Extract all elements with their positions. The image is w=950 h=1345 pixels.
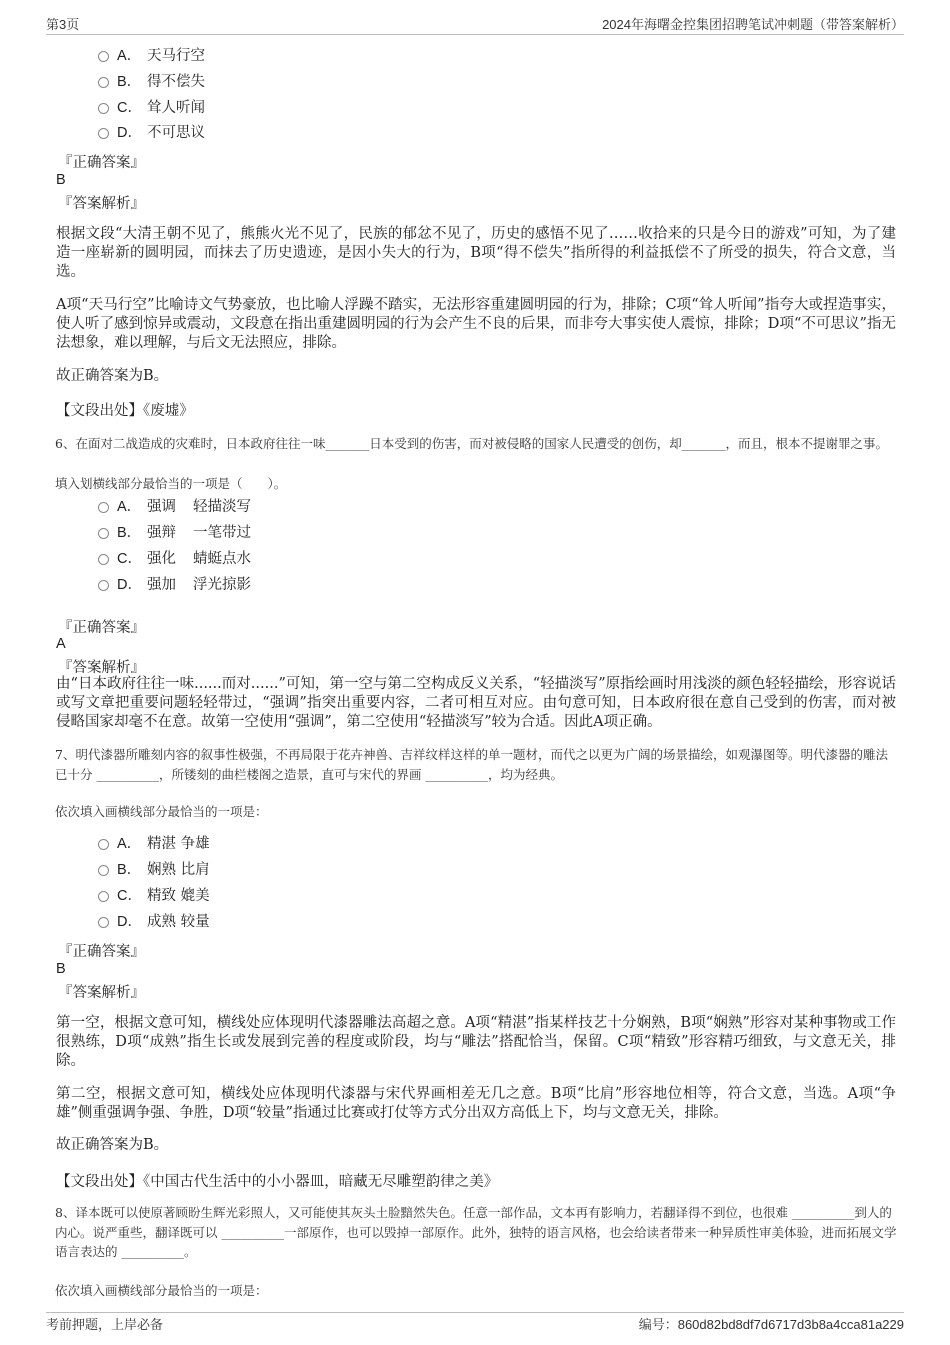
radio-icon[interactable] [98,917,109,928]
q7-analysis-p1: 第一空，根据文意可知，横线处应体现明代漆器雕法高超之意。A项“精湛”指某样技艺十分娴熟，B项“娴熟”形容对某种事物或工作很熟练，D项“成熟”指生长或发展到完善的程度或阶段，均与“雕法”搭配恰当，保留。C项“精致”形容精巧细致，与文意无关，排除。 [56,1015,896,1069]
page-header [46,14,904,34]
q7-answer: B [56,961,66,977]
document-code: 编号：860d82bd8df7d6717d3b8a4cca81a229 [638,1317,904,1332]
q8-stem: 8、译本既可以使原著顾盼生辉光彩照人，又可能使其灰头土脸黯然失色。任意一部作品，文本再有影响力，若翻译得不到位，也很难 __________到人的内心。说严重些，翻译既可以 __________一部原作，也可以毁掉一部原作。此外，独特的语言风格，也会给读者带来一种异质性审美体验，进而拓展文学语言表达的 __________。 [55,1205,897,1259]
q7-option-b[interactable]: B． 娴熟 比肩 [98,859,210,881]
q5-answer-label: 『正确答案』 [58,155,145,171]
q5-option-a[interactable]: A． 天马行空 [98,45,205,67]
radio-icon[interactable] [98,502,109,513]
page-number: 第3页 [46,17,80,32]
document-title: 2024年海曙金控集团招聘笔试冲刺题（带答案解析） [602,17,904,32]
q7-analysis-label: 『答案解析』 [58,985,145,1001]
header-divider [46,34,904,35]
q7-stem: 7、明代漆器所雕刻内容的叙事性极强，不再局限于花卉神兽、吉祥纹样这样的单一题材，而代之以更为广阔的场景描绘，如观瀑图等。明代漆器的雕法已十分 __________，所镂刻的曲栏楼阁之造景，直可与宋代的界画 __________，均为经典。 [55,747,888,782]
radio-icon[interactable] [98,77,109,88]
q5-answer: B [56,172,66,188]
q6-analysis-label: 『答案解析』 [58,660,145,676]
q6-option-c[interactable]: C． 强化 蜻蜓点水 [98,548,251,570]
q5-source: 【文段出处】《废墟》 [56,403,194,419]
q8-prompt: 依次填入画横线部分最恰当的一项是： [55,1283,268,1298]
q6-prompt: 填入划横线部分最恰当的一项是（ ）。 [55,476,287,491]
q5-option-c[interactable]: C． 耸人听闻 [98,97,205,119]
q7-answer-label: 『正确答案』 [58,944,145,960]
radio-icon[interactable] [98,528,109,539]
q6-answer-label: 『正确答案』 [58,620,145,636]
radio-icon[interactable] [98,891,109,902]
q6-answer: A [56,636,66,652]
q7-option-a[interactable]: A． 精湛 争雄 [98,833,210,855]
q6-option-a[interactable]: A． 强调 轻描淡写 [98,496,251,518]
q6-option-b[interactable]: B． 强辩 一笔带过 [98,522,251,544]
q6-analysis-p1: 由“日本政府往往一味......而对......”可知，第一空与第二空构成反义关系，“轻描淡写”原指绘画时用浅淡的颜色轻轻描绘，形容说话或写文章把重要问题轻轻带过，“强调”指突出重要内容，二者可相互对应。由句意可知，日本政府很在意自己受到的伤害，而对被侵略国家却毫不在意。故第一空使用“强调”，第二空使用“轻描淡写”较为合适。因此A项正确。 [56,676,896,730]
radio-icon[interactable] [98,51,109,62]
q7-prompt: 依次填入画横线部分最恰当的一项是： [55,804,268,819]
q7-source: 【文段出处】《中国古代生活中的小小器皿，暗藏无尽雕塑韵律之美》 [56,1174,499,1190]
q7-option-c[interactable]: C． 精致 媲美 [98,885,210,907]
footer-slogan: 考前押题，上岸必备 [46,1317,164,1332]
q5-option-d[interactable]: D． 不可思议 [98,122,205,144]
q7-analysis-p2: 第二空，根据文意可知，横线处应体现明代漆器与宋代界画相差无几之意。B项“比肩”形容地位相等，符合文意，当选。A项“争雄”侧重强调争强、争胜，D项“较量”指通过比赛或打仗等方式分出双方高低上下，均与文意无关，排除。 [56,1086,896,1121]
page-footer [46,1314,904,1334]
q7-option-d[interactable]: D． 成熟 较量 [98,911,210,933]
radio-icon[interactable] [98,839,109,850]
q5-analysis-p2: A项“天马行空”比喻诗文气势豪放，也比喻人浮躁不踏实，无法形容重建圆明园的行为，排除；C项“耸人听闻”指夸大或捏造事实，使人听了感到惊异或震动，文段意在指出重建圆明园的行为会产生不良的后果，而非夸大事实使人震惊，排除；D项“不可思议”指无法想象，难以理解，与后文无法照应，排除。 [56,297,896,351]
radio-icon[interactable] [98,554,109,565]
radio-icon[interactable] [98,103,109,114]
q7-analysis-conclusion: 故正确答案为B。 [56,1137,169,1153]
q6-stem: 6、在面对二战造成的灾难时，日本政府往往一味_______日本受到的伤害，而对被侵略的国家人民遭受的创伤，却_______，而且，根本不提谢罪之事。 [55,436,888,451]
radio-icon[interactable] [98,580,109,591]
q5-analysis-p1: 根据文段“大清王朝不见了，熊熊火光不见了，民族的郁忿不见了，历史的感悟不见了……收拾来的只是今日的游戏”可知，为了建造一座崭新的圆明园，而抹去了历史遗迹，是因小失大的行为，B项“得不偿失”指所得的利益抵偿不了所受的损失，符合文意，当选。 [56,226,896,280]
q5-option-b[interactable]: B． 得不偿失 [98,71,205,93]
radio-icon[interactable] [98,865,109,876]
q6-option-d[interactable]: D． 强加 浮光掠影 [98,574,251,596]
radio-icon[interactable] [98,128,109,139]
q5-analysis-conclusion: 故正确答案为B。 [56,368,169,384]
footer-divider [46,1312,904,1313]
q5-analysis-label: 『答案解析』 [58,196,145,212]
